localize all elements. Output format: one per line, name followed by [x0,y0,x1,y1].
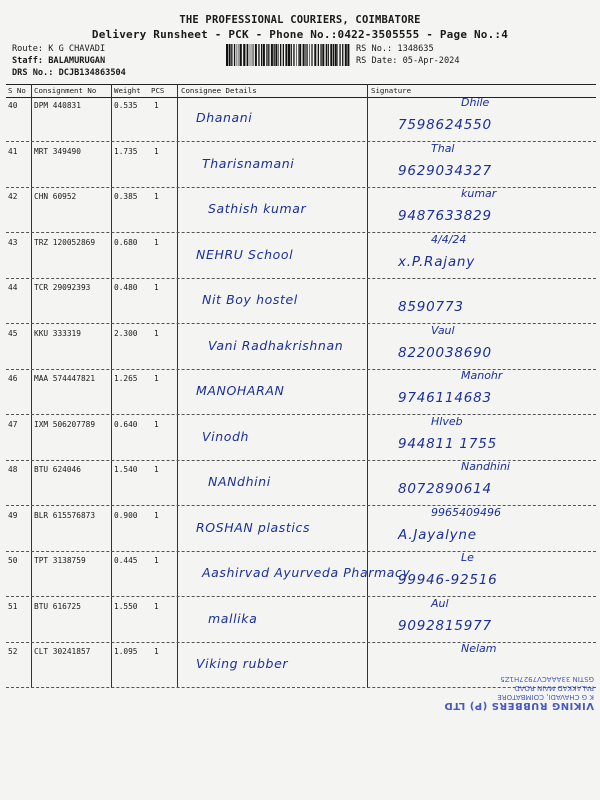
row-consignment: MAA 574447821 [34,374,96,383]
drs-line: DRS No.: DCJB134863504 [12,68,126,78]
row-pcs: 1 [154,328,159,338]
table-row [6,415,596,461]
handwritten-phone: 944811 1755 [398,435,497,452]
col-consignee: Consignee Details [181,86,257,95]
handwritten-phone: 8072890614 [398,481,492,497]
handwritten-signature: Nelam [461,642,497,655]
row-sno: 50 [8,556,18,565]
row-sno: 42 [8,192,18,201]
handwritten-consignee: NEHRU School [196,246,294,262]
row-sno: 47 [8,419,18,429]
row-consignment: TPT 3138759 [34,556,86,565]
row-pcs: 1 [154,374,159,383]
handwritten-signature: Aul [431,596,449,610]
route-line: Route: K G CHAVADI [12,44,106,54]
row-consignment: TRZ 120052869 [34,237,96,247]
table-row [6,96,596,142]
table-row [6,506,596,552]
runsheet-title: Delivery Runsheet - PCK - Phone No.:0422-3505555 - Page No.:4 [91,28,509,41]
row-consignment: DPM 440831 [34,101,81,110]
handwritten-phone: x.P.Rajany [398,253,476,270]
row-pcs: 1 [154,647,159,656]
col-pcs: PCS [151,86,165,95]
row-weight: 0.680 [114,237,138,247]
row-sno: 41 [8,146,18,156]
handwritten-signature: Hlveb [431,414,463,428]
row-consignment: BLR 615576873 [34,510,96,520]
row-weight: 1.095 [114,647,138,656]
rs-date-line: RS Date: 05-Apr-2024 [356,56,460,66]
row-weight: 0.385 [114,192,138,201]
row-consignment: BTU 624046 [34,465,81,474]
col-signature: Signature [371,86,412,95]
row-sno: 51 [8,601,18,611]
col-weight: Weight [114,86,141,95]
row-weight: 1.550 [114,601,138,611]
row-pcs: 1 [154,101,159,110]
row-weight: 0.640 [114,419,138,429]
staff-line: Staff: BALAMURUGAN [12,56,106,66]
table-row [6,142,596,188]
row-sno: 45 [8,328,18,338]
row-pcs: 1 [154,146,159,156]
row-sno: 43 [8,237,18,247]
row-weight: 1.265 [114,374,138,383]
row-weight: 0.480 [114,283,138,292]
handwritten-signature: 4/4/24 [431,232,467,246]
row-sno: 48 [8,465,18,474]
row-sno: 49 [8,510,18,520]
row-consignment: TCR 29092393 [34,283,91,292]
handwritten-consignee: Vani Radhakrishnan [208,337,344,353]
handwritten-phone: 8590773 [398,299,464,315]
drs-value: DCJB134863504 [58,68,126,78]
row-weight: 0.535 [114,101,138,110]
row-pcs: 1 [154,237,159,247]
route-value: K G CHAVADI [48,44,106,54]
handwritten-phone: 9487633829 [398,208,492,224]
table-row [6,369,596,415]
row-consignment: MRT 349490 [34,146,81,156]
row-consignment: BTU 616725 [34,601,81,611]
row-pcs: 1 [154,556,159,565]
row-weight: 0.900 [114,510,138,520]
handwritten-consignee: Aashirvad Ayurveda Pharmacy [202,565,411,580]
handwritten-phone: 99946-92516 [398,572,498,588]
handwritten-consignee: Tharisnamani [202,155,295,171]
handwritten-consignee: Dhanani [196,110,253,125]
handwritten-signature: Dhile [461,96,490,109]
company-stamp: VIKING RUBBERS (P) LTD K G CHAVADI, COIMBATORE PALAKKAD MAIN ROAD GSTIN 33AAACV7927H1Z5 [443,675,594,711]
row-consignment: IXM 506207789 [34,419,96,429]
delivery-table [6,84,596,688]
row-sno: 44 [8,283,18,292]
handwritten-phone: 9092815977 [398,617,492,634]
staff-value: BALAMURUGAN [48,56,106,66]
table-row [6,551,596,597]
handwritten-consignee: Viking rubber [196,656,289,671]
row-consignment: CLT 30241857 [34,647,91,656]
handwritten-consignee: ROSHAN plastics [196,519,311,535]
rs-no-line: RS No.: 1348635 [356,44,434,54]
row-pcs: 1 [154,465,159,474]
handwritten-signature: Manohr [461,369,503,382]
handwritten-consignee: mallika [208,610,258,626]
handwritten-signature: Nandhini [461,460,510,473]
col-consignment: Consignment No [34,86,97,95]
row-sno: 52 [8,647,18,656]
row-weight: 1.735 [114,146,138,156]
table-row [6,460,596,506]
row-sno: 46 [8,374,18,383]
handwritten-phone: A.Jayalyne [398,526,477,543]
table-row [6,278,596,324]
handwritten-consignee: MANOHARAN [196,383,285,398]
rs-no-value: 1348635 [397,44,434,54]
table-row [6,324,596,370]
handwritten-signature: kumar [461,187,497,200]
handwritten-phone: 9746114683 [398,390,492,406]
handwritten-phone: 7598624550 [398,117,492,133]
barcode-image [226,44,351,66]
row-pcs: 1 [154,419,159,429]
table-row [6,233,596,279]
handwritten-signature: Vaul [431,323,455,337]
handwritten-consignee: NANdhini [208,474,271,489]
row-pcs: 1 [154,601,159,611]
handwritten-phone: 8220038690 [398,344,492,361]
row-pcs: 1 [154,510,159,520]
handwritten-phone: 9629034327 [398,162,492,179]
rs-date-value: 05-Apr-2024 [402,56,460,66]
row-consignment: CHN 60952 [34,192,77,201]
row-pcs: 1 [154,283,159,292]
row-consignment: KKU 333319 [34,328,81,338]
handwritten-signature: Thal [431,141,455,155]
row-weight: 0.445 [114,556,138,565]
row-weight: 2.300 [114,328,138,338]
handwritten-consignee: Sathish kumar [208,201,307,216]
handwritten-consignee: Vinodh [202,428,250,444]
handwritten-consignee: Nit Boy hostel [202,292,298,307]
handwritten-signature: 9965409496 [431,505,501,519]
table-row [6,187,596,233]
company-name: THE PROFESSIONAL COURIERS, COIMBATORE [179,14,421,26]
handwritten-signature: Le [461,551,474,564]
table-row [6,597,596,643]
row-weight: 1.540 [114,465,138,474]
row-pcs: 1 [154,192,159,201]
row-sno: 40 [8,101,18,110]
col-sno: S No [8,86,26,95]
